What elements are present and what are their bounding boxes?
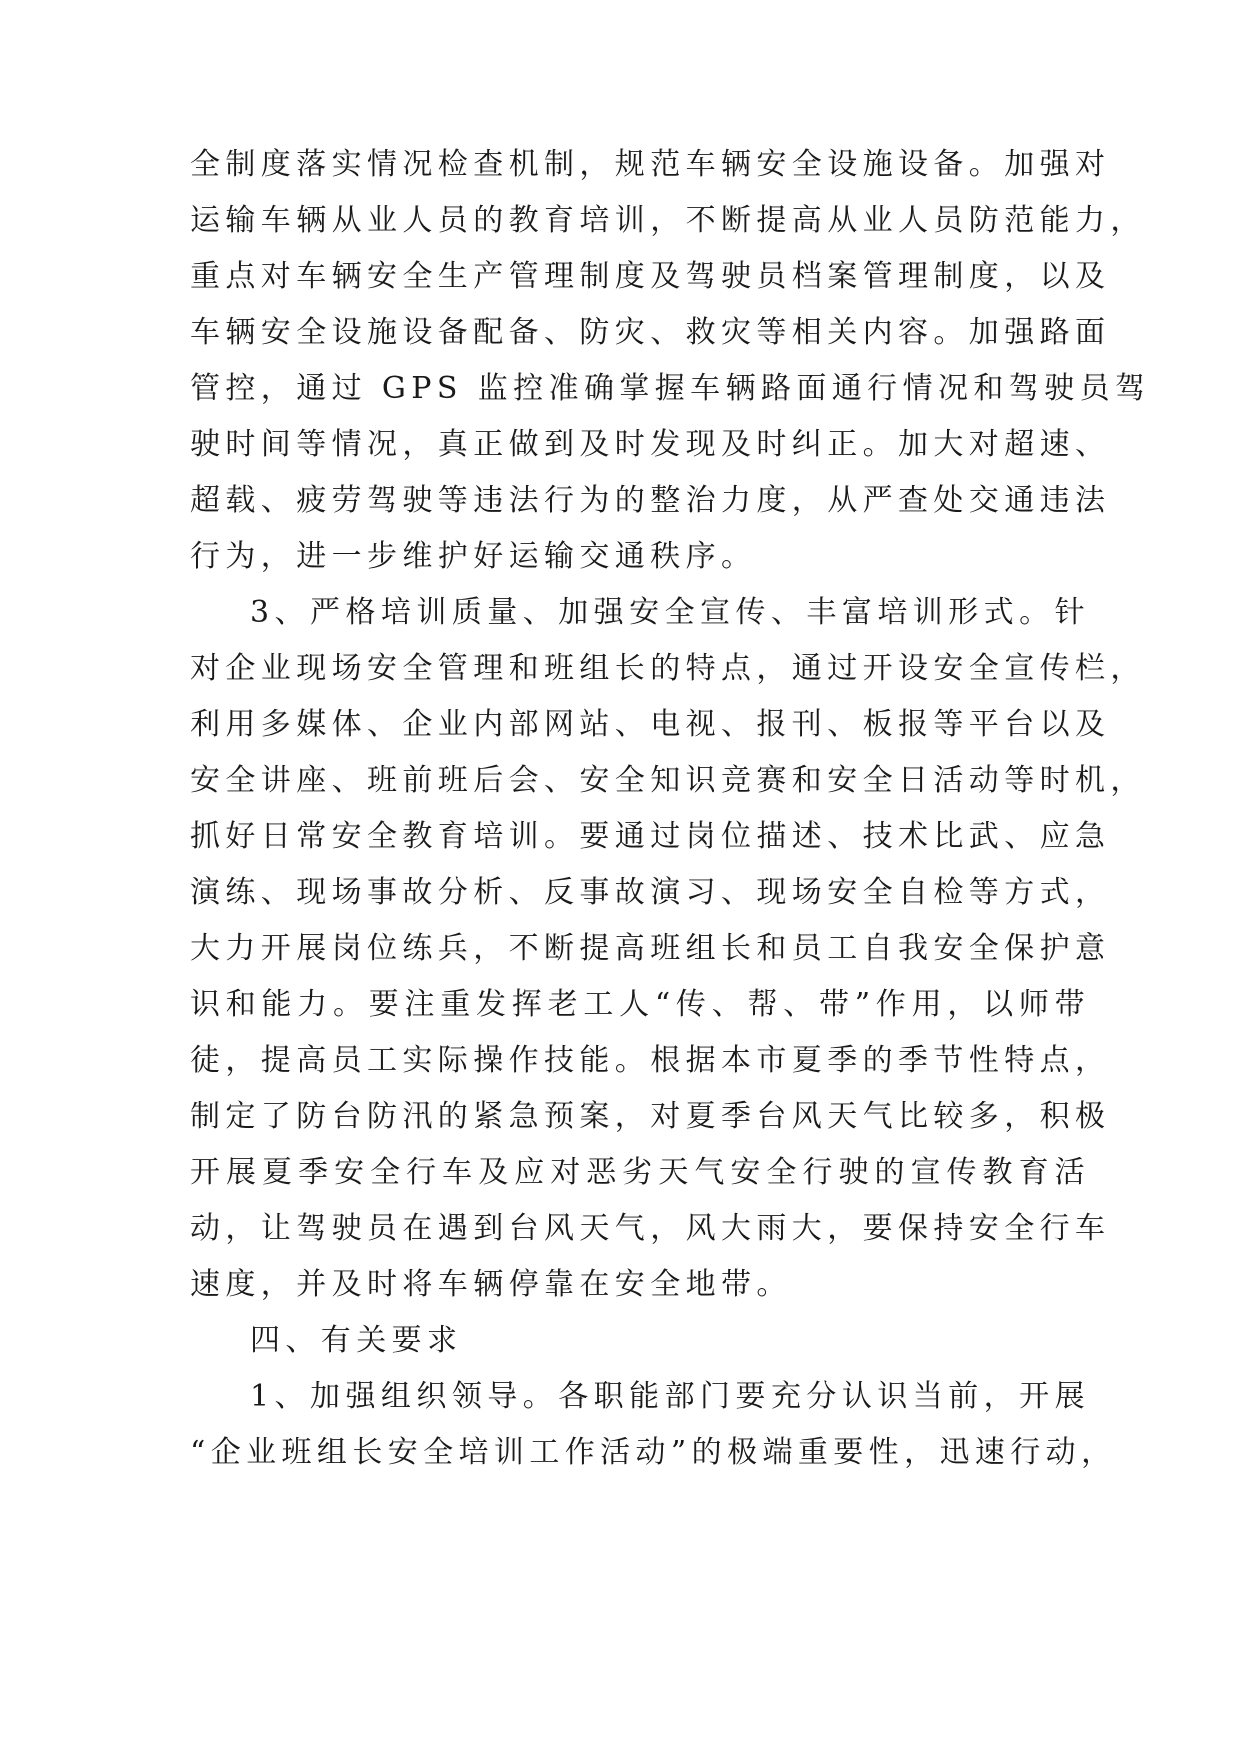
body-text-line: 驶时间等情况，真正做到及时发现及时纠正。加大对超速、 xyxy=(190,427,1111,462)
body-text-line: “企业班组长安全培训工作活动”的极端重要性，迅速行动， xyxy=(190,1435,1117,1470)
body-text-line: 利用多媒体、企业内部网站、电视、报刊、板报等平台以及 xyxy=(190,707,1111,742)
body-text-line: 开展夏季安全行车及应对恶劣天气安全行驶的宣传教育活 xyxy=(190,1155,1090,1190)
paragraph-first-line: 1、加强组织领导。各职能部门要充分认识当前，开展 xyxy=(250,1379,1090,1414)
body-text-line: 徒，提高员工实际操作技能。根据本市夏季的季节性特点， xyxy=(190,1043,1111,1078)
body-text-line: 制定了防台防汛的紧急预案，对夏季台风天气比较多，积极 xyxy=(190,1099,1111,1134)
body-text-line: 抓好日常安全教育培训。要通过岗位描述、技术比武、应急 xyxy=(190,819,1111,854)
body-text-line: 全制度落实情况检查机制，规范车辆安全设施设备。加强对 xyxy=(190,147,1111,182)
paragraph-first-line: 3、严格培训质量、加强安全宣传、丰富培训形式。针 xyxy=(250,595,1090,630)
body-text-line: 识和能力。要注重发挥老工人“传、帮、带”作用，以师带 xyxy=(190,987,1090,1022)
body-text-line: 重点对车辆安全生产管理制度及驾驶员档案管理制度，以及 xyxy=(190,259,1111,294)
body-text-line: 演练、现场事故分析、反事故演习、现场安全自检等方式， xyxy=(190,875,1111,910)
body-text-line: 安全讲座、班前班后会、安全知识竞赛和安全日活动等时机， xyxy=(190,763,1146,798)
body-text-line: 超载、疲劳驾驶等违法行为的整治力度，从严查处交通违法 xyxy=(190,483,1111,518)
body-text-line: 车辆安全设施设备配备、防灾、救灾等相关内容。加强路面 xyxy=(190,315,1111,350)
body-text-line: 管控，通过 GPS 监控准确掌握车辆路面通行情况和驾驶员驾 xyxy=(190,371,1151,406)
body-text-line: 行为，进一步维护好运输交通秩序。 xyxy=(190,539,757,574)
section-heading: 四、有关要求 xyxy=(250,1323,463,1358)
body-text-line: 动，让驾驶员在遇到台风天气，风大雨大，要保持安全行车 xyxy=(190,1211,1111,1246)
body-text-line: 运输车辆从业人员的教育培训，不断提高从业人员防范能力， xyxy=(190,203,1146,238)
body-text-line: 大力开展岗位练兵，不断提高班组长和员工自我安全保护意 xyxy=(190,931,1111,966)
body-text-line: 对企业现场安全管理和班组长的特点，通过开设安全宣传栏， xyxy=(190,651,1146,686)
body-text-line: 速度，并及时将车辆停靠在安全地带。 xyxy=(190,1267,792,1302)
